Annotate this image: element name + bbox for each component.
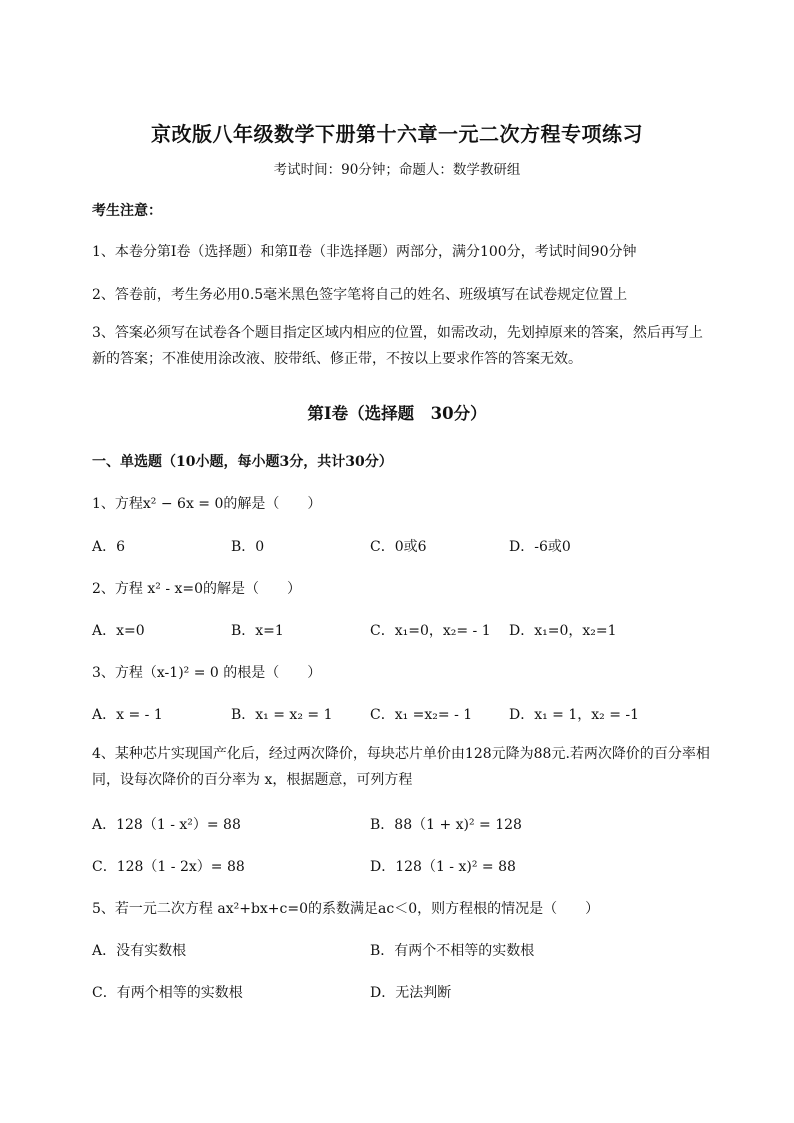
question-4-option-c: C．128（1 - 2x）= 88 xyxy=(92,859,245,875)
question-1-option-b: B．0 xyxy=(231,539,265,555)
question-1-option-c: C．0或6 xyxy=(370,539,427,555)
section-title: 第I卷（选择题 30分） xyxy=(307,404,487,423)
question-2-option-d: D．x₁=0，x₂=1 xyxy=(509,623,617,639)
notice-heading: 考生注意： xyxy=(92,203,162,219)
question-5-option-d: D．无法判断 xyxy=(370,985,452,1001)
part-heading: 一、单选题（10小题，每小题3分，共计30分） xyxy=(92,454,393,470)
notice-item-1: 1、本卷分第I卷（选择题）和第Ⅱ卷（非选择题）两部分，满分100分，考试时间90分钟 xyxy=(92,244,637,260)
notice-item-2: 2、答卷前，考生务必用0.5毫米黑色签字笔将自己的姓名、班级填写在试卷规定位置上 xyxy=(92,287,628,303)
question-2-stem: 2、方程 x² - x=0的解是（ ） xyxy=(92,581,302,597)
question-3-option-c: C．x₁ =x₂= - 1 xyxy=(370,707,473,723)
question-5-option-c: C．有两个相等的实数根 xyxy=(92,985,243,1001)
question-4-option-b: B．88（1 + x)² = 128 xyxy=(370,817,522,833)
question-3-option-d: D．x₁ = 1，x₂ = -1 xyxy=(509,707,640,723)
exam-subtitle: 考试时间：90分钟；命题人：数学教研组 xyxy=(273,162,521,178)
question-5-stem: 5、若一元二次方程 ax²+bx+c=0的系数满足ac＜0，则方程根的情况是（ ） xyxy=(92,901,600,917)
question-2-option-c: C．x₁=0，x₂= - 1 xyxy=(370,623,491,639)
document-title: 京改版八年级数学下册第十六章一元二次方程专项练习 xyxy=(151,122,643,146)
question-4-option-a: A．128（1 - x²）= 88 xyxy=(92,817,241,833)
question-4-stem: 4、某种芯片实现国产化后，经过两次降价，每块芯片单价由128元降为88元.若两次降价的百分率相同，设每次降价的百分率为 x，根据题意，可列方程 xyxy=(92,746,710,788)
question-3-option-b: B．x₁ = x₂ = 1 xyxy=(231,707,333,723)
question-1-stem: 1、方程x² − 6x = 0的解是（ ） xyxy=(92,496,322,512)
question-5-option-a: A．没有实数根 xyxy=(92,943,187,959)
notice-item-3: 3、答案必须写在试卷各个题目指定区域内相应的位置，如需改动，先划掉原来的答案，然后再写上新的答案；不准使用涂改液、胶带纸、修正带，不按以上要求作答的答案无效。 xyxy=(92,325,703,367)
question-4-option-d: D．128（1 - x)² = 88 xyxy=(370,859,516,875)
question-1-option-d: D．-6或0 xyxy=(509,539,571,555)
question-5-option-b: B．有两个不相等的实数根 xyxy=(370,943,535,959)
question-3-option-a: A．x = - 1 xyxy=(92,707,163,723)
question-2-option-a: A．x=0 xyxy=(92,623,145,639)
question-2-option-b: B．x=1 xyxy=(231,623,284,639)
question-1-option-a: A．6 xyxy=(92,539,126,555)
question-3-stem: 3、方程（x-1)² = 0 的根是（ ） xyxy=(92,665,322,681)
